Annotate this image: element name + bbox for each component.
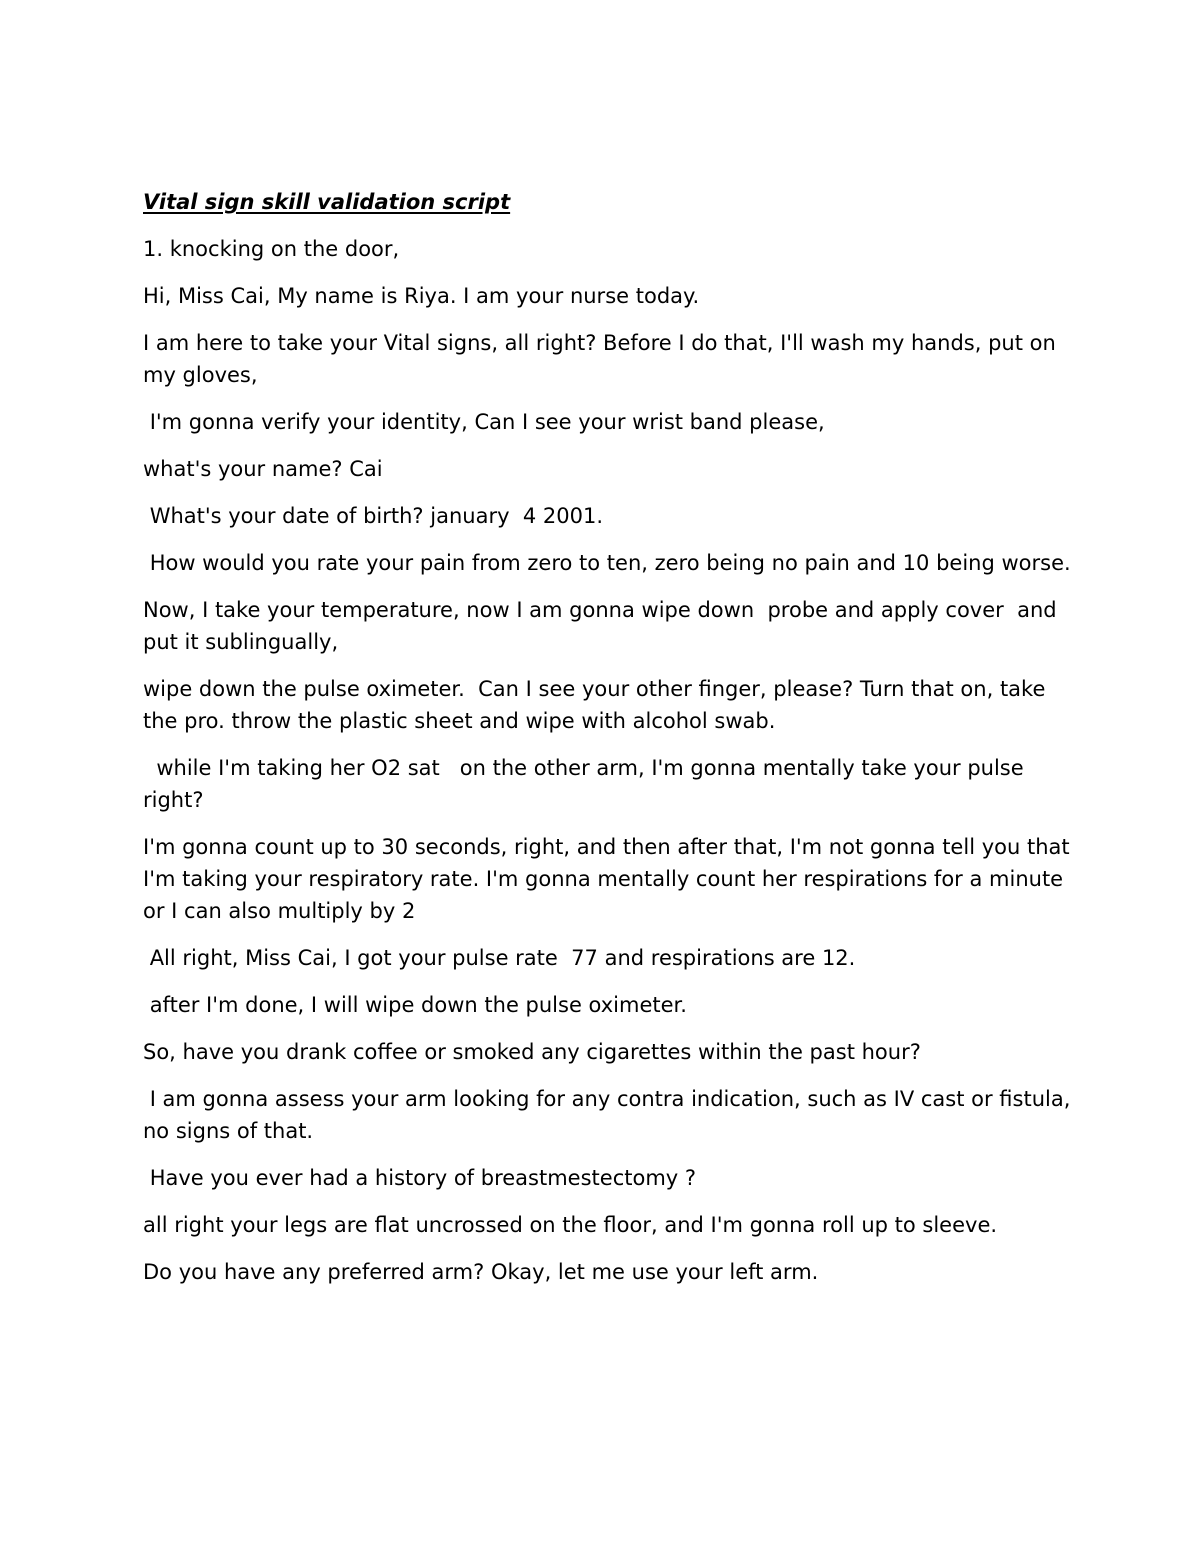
paragraph: I'm gonna verify your identity, Can I see your wrist band please, (143, 410, 825, 434)
paragraph: Hi, Miss Cai, My name is Riya. I am your nurse today. (143, 284, 700, 308)
paragraph: How would you rate your pain from zero to ten, zero being no pain and 10 being worse. (143, 551, 1071, 575)
paragraph: Do you have any preferred arm? Okay, let me use your left arm. (143, 1260, 819, 1284)
paragraph: wipe down the pulse oximeter. Can I see your other finger, please? Turn that on, take the pro. throw the plastic sheet and wipe with alcohol swab. (143, 677, 1053, 733)
paragraph: what's your name? Cai (143, 457, 383, 481)
paragraph: What's your date of birth? january 4 2001. (143, 504, 604, 528)
document-title: Vital sign skill validation script (143, 190, 511, 214)
paragraph: I'm gonna count up to 30 seconds, right, and then after that, I'm not gonna tell you that I'm taking your respiratory rate. I'm gonna mentally count her respirations for a minute or I can also multiply by 2 (143, 835, 1077, 923)
paragraph: 1. knocking on the door, (143, 237, 400, 261)
paragraph: So, have you drank coffee or smoked any cigarettes within the past hour? (143, 1040, 921, 1064)
paragraph: All right, Miss Cai, I got your pulse rate 77 and respirations are 12. (143, 946, 856, 970)
paragraph: I am here to take your Vital signs, all right? Before I do that, I'll wash my hands, put on my gloves, (143, 331, 1063, 387)
paragraph: Now, I take your temperature, now I am gonna wipe down probe and apply cover and put it sublingually, (143, 598, 1064, 654)
paragraph: Have you ever had a history of breastmestectomy ? (143, 1166, 697, 1190)
paragraph: I am gonna assess your arm looking for any contra indication, such as IV cast or fistula, no signs of that. (143, 1087, 1078, 1143)
paragraph: all right your legs are flat uncrossed on the floor, and I'm gonna roll up to sleeve. (143, 1213, 998, 1237)
document-body (143, 186, 1078, 1303)
paragraph: after I'm done, I will wipe down the pulse oximeter. (143, 993, 687, 1017)
paragraph: while I'm taking her O2 sat on the other arm, I'm gonna mentally take your pulse right? (143, 756, 1031, 812)
